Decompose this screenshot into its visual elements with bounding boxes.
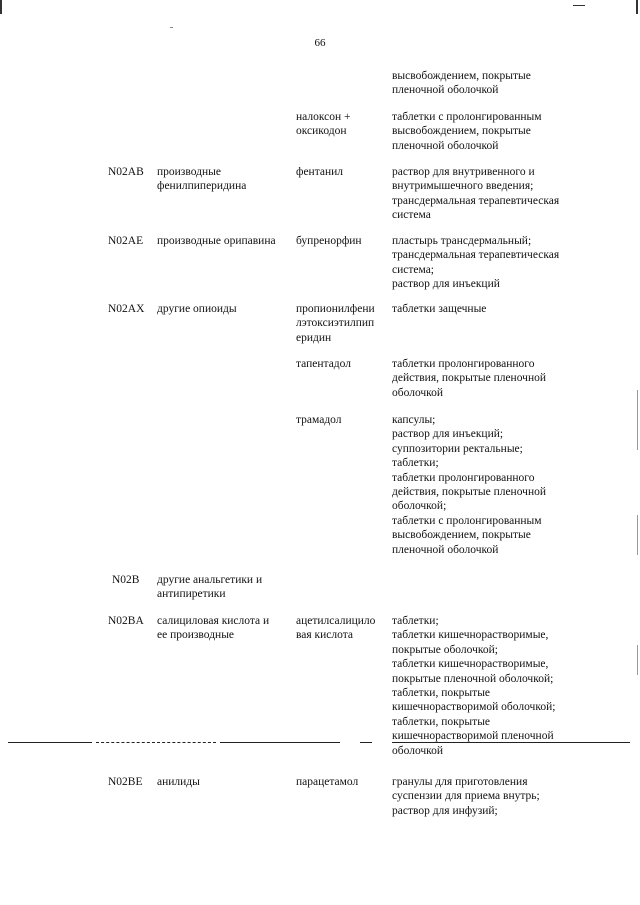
drug-name: пропионилфени лэтоксиэтилпип еридин: [296, 303, 375, 344]
scan-edge-mark: [0, 0, 2, 14]
atc-code: N02AB: [108, 166, 144, 178]
atc-code: N02BA: [108, 615, 144, 627]
group-name: анилиды: [157, 776, 200, 788]
scan-rule: [96, 742, 216, 743]
drug-name: бупренорфин: [296, 235, 362, 247]
scan-edge-mark: [573, 5, 585, 6]
scan-rule: [8, 742, 92, 743]
scan-edge-mark: [637, 645, 638, 675]
drug-name: тапентадол: [296, 358, 351, 370]
group-name: другие опиоиды: [157, 303, 237, 315]
dosage-form: таблетки; таблетки кишечнорастворимые, покрытые оболочкой; таблетки кишечнорастворимые, покрытые пленочной оболочкой; таблетки, покрытые кишечнорастворимой оболочкой; таблетки, покрытые кишечнорастворимой пленочной оболочкой: [392, 615, 556, 757]
scan-edge-mark: [637, 390, 638, 450]
atc-code: N02BE: [108, 776, 143, 788]
atc-code: N02B: [112, 574, 140, 586]
dosage-form: таблетки пролонгированного действия, покрытые пленочной оболочкой: [392, 358, 547, 399]
dosage-form: раствор для внутривенного и внутримышечного введения; трансдермальная терапевтическая система: [392, 166, 560, 222]
group-name: производные фенилпиперидина: [157, 166, 247, 193]
drug-name: ацетилсалицило вая кислота: [296, 615, 376, 642]
drug-name: трамадол: [296, 414, 342, 426]
scan-edge-mark: [636, 0, 638, 14]
scan-rule: [360, 742, 372, 743]
drug-name: налоксон + оксикодон: [296, 111, 351, 138]
dosage-form: капсулы; раствор для инъекций; суппозитории ректальные; таблетки; таблетки пролонгированного действия, покрытые пленочной оболочкой; таблетки с пролонгированным высвобождением, покрытые пленочной оболочкой: [392, 414, 547, 556]
atc-code: N02AE: [108, 235, 144, 247]
dosage-form: таблетки с пролонгированным высвобождением, покрытые пленочной оболочкой: [392, 111, 542, 152]
scan-speck: [170, 27, 173, 28]
group-name: производные орипавина: [157, 235, 276, 247]
dosage-form: высвобождением, покрытые пленочной оболочкой: [392, 70, 531, 97]
page-number: 66: [314, 37, 326, 49]
scan-rule: [392, 742, 630, 743]
scan-edge-mark: [637, 515, 638, 555]
drug-name: фентанил: [296, 166, 344, 178]
atc-code: N02AX: [108, 303, 145, 315]
group-name: салициловая кислота и ее производные: [157, 615, 270, 642]
scan-rule: [220, 742, 340, 743]
drug-name: парацетамол: [296, 776, 359, 788]
dosage-form: таблетки защечные: [392, 303, 487, 315]
dosage-form: пластырь трансдермальный; трансдермальная терапевтическая система; раствор для инъекций: [392, 235, 560, 291]
group-name: другие анальгетики и антипиретики: [157, 574, 263, 601]
dosage-form: гранулы для приготовления суспензии для приема внутрь; раствор для инфузий;: [392, 776, 540, 817]
